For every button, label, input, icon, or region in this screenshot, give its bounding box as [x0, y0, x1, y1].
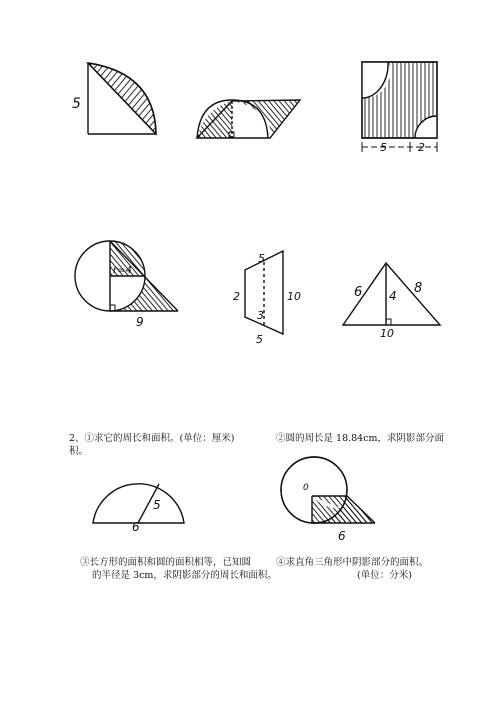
question-4-line2: (单位：分米) — [357, 570, 412, 581]
section-heading-cont: 积。 — [69, 446, 89, 457]
figure-circle-right-triangle — [281, 457, 382, 543]
section-heading: 2、①求它的周长和面积。(单位：厘米) — [69, 433, 235, 444]
label-height: 4 — [389, 289, 397, 303]
label-r: 0 — [303, 483, 309, 493]
figure-triangle — [343, 263, 440, 340]
shaded-right — [232, 100, 300, 136]
label-left: 2 — [233, 290, 240, 303]
question-4-line1: ④求直角三角形中阴影部分的面积。 — [276, 557, 429, 568]
figure-quarter-circle — [72, 63, 156, 134]
label-base: 10 — [380, 327, 394, 340]
figure-parallelogram-semicircle — [197, 100, 300, 138]
figure-circle-triangle — [75, 241, 178, 329]
question-3-line1: ③长方形的面积和圆的面积相等，已知圆 — [80, 557, 252, 568]
question-2: ②圆的周长是 18.84cm，求阴影部分面 — [276, 433, 445, 444]
label-right: 10 — [287, 290, 301, 303]
label-top: 5 — [258, 252, 265, 265]
label-mid: 3 — [257, 309, 264, 322]
figure-trapezoid — [233, 251, 301, 346]
base-label: 9 — [136, 315, 144, 329]
label-bottom: 5 — [256, 333, 263, 346]
figure-semicircle — [93, 484, 184, 534]
radius-label: r=4 — [113, 265, 132, 276]
base-label-q: 6 — [132, 520, 140, 534]
label-base6: 6 — [338, 529, 346, 543]
radius-label-q: 5 — [153, 498, 161, 512]
figure-square-quarter-circles — [362, 62, 437, 154]
side-label: 5 — [72, 96, 81, 112]
label-right-side: 8 — [414, 281, 423, 296]
question-3-line2: 的半径是 3cm，求阴影部分的周长和面积。 — [92, 570, 277, 581]
dim-label-left: 5 — [380, 141, 387, 154]
label-left-side: 6 — [354, 285, 363, 300]
dim-label-right: 2 — [418, 141, 425, 154]
